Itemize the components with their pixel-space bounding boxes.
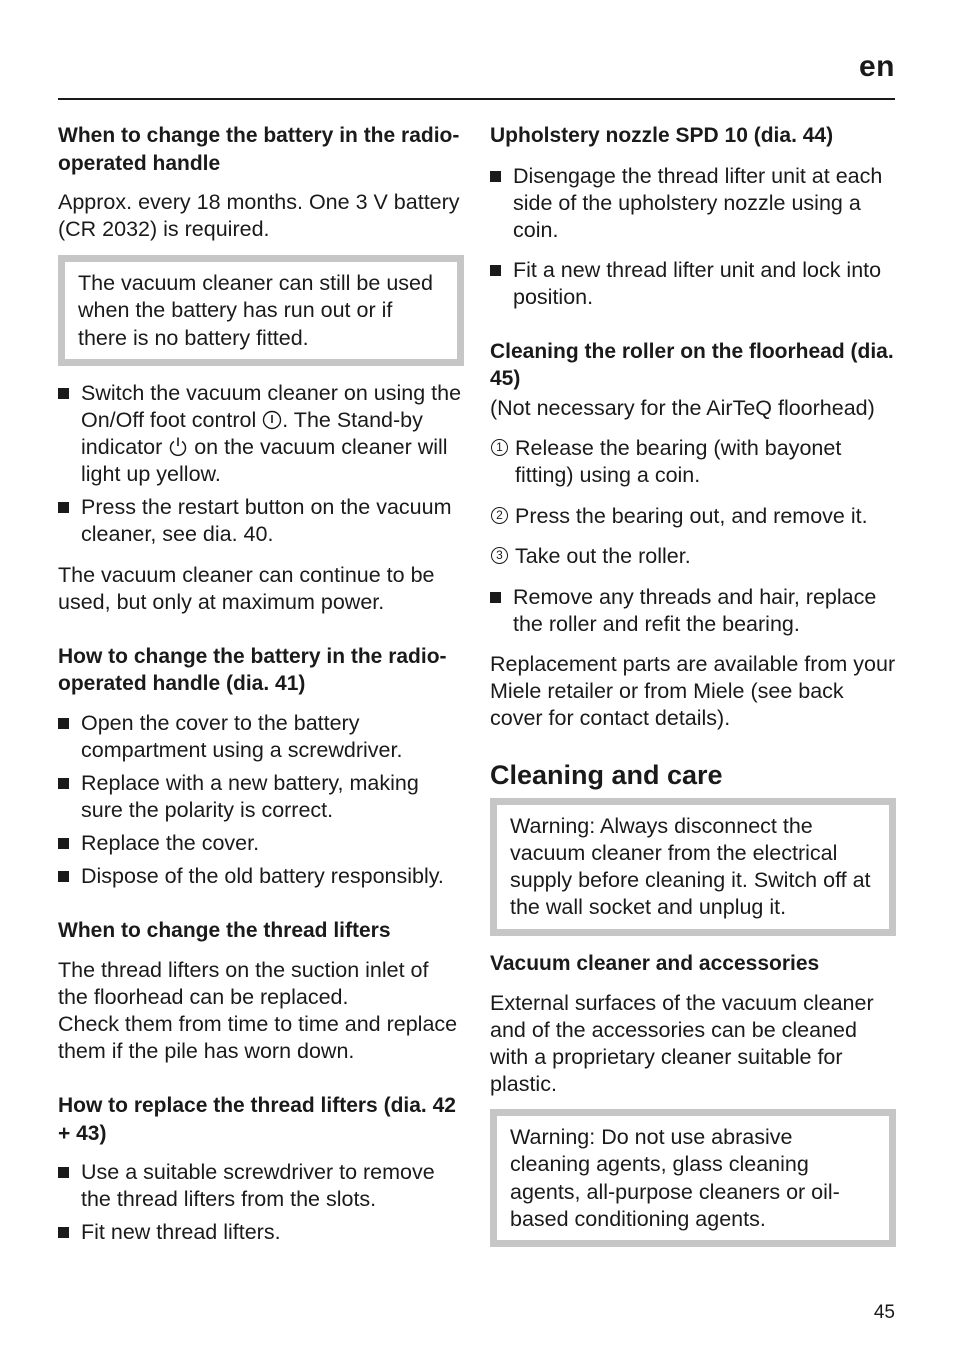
list-item (58, 494, 464, 548)
list-item (58, 1159, 464, 1213)
left-column (58, 122, 464, 1246)
header-rule (58, 98, 895, 100)
bullet-square-icon (58, 778, 69, 789)
bullet-square-icon (58, 718, 69, 729)
right-column (490, 122, 896, 1247)
list-item (58, 1219, 464, 1246)
heading-battery-how: How to change the battery in the radio-operated handle (dia. 41) (58, 644, 447, 696)
bullet-text: Dispose of the old battery responsibly. (81, 863, 444, 888)
warning-abrasive-text: Warning: Do not use abrasive cleaning agents, glass cleaning agents, all-purpose cleaners or oil-based conditioning agents. (510, 1125, 840, 1232)
step-number-circle: 2 (491, 507, 508, 524)
step-item (490, 543, 896, 570)
heading-roller-cleaning: Cleaning the roller on the floorhead (dia. 45) (490, 339, 894, 390)
bullet-square-icon (58, 1167, 69, 1178)
bullet-text: Remove any threads and hair, replace the roller and refit the bearing. (513, 584, 877, 636)
step-text: Take out the roller. (515, 543, 691, 568)
thread-lifter-bullets (58, 1159, 464, 1246)
step-number-circle: 3 (491, 547, 508, 564)
list-item (58, 710, 464, 764)
step-text: Press the bearing out, and remove it. (515, 503, 868, 528)
para-external-surfaces: External surfaces of the vacuum cleaner and of the accessories can be cleaned with a proprietary cleaner suitable for plastic. (490, 991, 874, 1097)
list-item (490, 584, 896, 638)
bullet-square-icon (58, 871, 69, 882)
bullet-text: Fit new thread lifters. (81, 1220, 281, 1245)
para-replacement-parts: Replacement parts are available from your Miele retailer or from Miele (see back cover for contact details). (490, 651, 896, 730)
list-item (58, 863, 464, 890)
warning-disconnect-box (490, 798, 896, 936)
para-thread-lifters-check: Check them from time to time and replace them if the pile has worn down. (58, 1012, 458, 1064)
step-item (490, 503, 896, 530)
warning-abrasive-box (490, 1109, 896, 1247)
on-off-icon (262, 410, 282, 430)
heading-thread-lifters-how: How to replace the thread lifters (dia. 42 + 43) (58, 1094, 456, 1145)
warning-disconnect-text: Warning: Always disconnect the vacuum cleaner from the electrical supply before cleaning it. Switch off at the wall socket and unplug it. (510, 813, 871, 920)
battery-change-bullets (58, 710, 464, 890)
bullet-text: . The Stand-by indicator (81, 407, 423, 459)
bullet-text: Disengage the thread lifter unit at each side of the upholstery nozzle using a coin. (513, 163, 883, 242)
bullet-square-icon (58, 1227, 69, 1238)
heading-battery-when: When to change the battery in the radio-operated handle (58, 124, 460, 175)
para-airteq-note: (Not necessary for the AirTeQ floorhead) (490, 395, 875, 420)
note-battery-text: The vacuum cleaner can still be used when the battery has run out or if there is no battery fitted. (78, 271, 433, 350)
step-text: Release the bearing (with bayonet fitting) using a coin. (515, 435, 842, 487)
page-number: 45 (873, 1302, 895, 1323)
heading-upholstery-nozzle: Upholstery nozzle SPD 10 (dia. 44) (490, 124, 834, 147)
standby-power-icon (168, 436, 188, 457)
bullet-text: Switch the vacuum cleaner on using the On/Off foot control (81, 380, 462, 432)
para-thread-lifters: The thread lifters on the suction inlet of the floorhead can be replaced. (58, 958, 429, 1010)
upholstery-bullets (490, 163, 896, 311)
list-item (490, 257, 896, 311)
list-item (58, 770, 464, 824)
heading-vacuum-accessories: Vacuum cleaner and accessories (490, 951, 820, 975)
bullet-square-icon (58, 838, 69, 849)
list-item (58, 830, 464, 857)
bullet-text: Use a suitable screwdriver to remove the thread lifters from the slots. (81, 1160, 435, 1212)
bullet-square-icon (490, 592, 501, 603)
bullet-text: on the vacuum cleaner will light up yellow. (81, 434, 448, 486)
bullet-text: Press the restart button on the vacuum cleaner, see dia. 40. (81, 494, 452, 546)
section-title-cleaning-care: Cleaning and care (490, 759, 723, 790)
bullet-text: Open the cover to the battery compartment using a screwdriver. (81, 710, 403, 762)
para-max-power: The vacuum cleaner can continue to be used, but only at maximum power. (58, 562, 435, 614)
bullet-square-icon (490, 265, 501, 276)
bullet-square-icon (58, 388, 69, 399)
list-item (490, 163, 896, 244)
note-battery-box (58, 255, 464, 366)
list-item (58, 380, 464, 488)
bullet-text: Fit a new thread lifter unit and lock into position. (513, 257, 882, 309)
roller-bullets (490, 584, 896, 638)
bullet-square-icon (490, 171, 501, 182)
language-code: en (858, 50, 895, 83)
bullet-square-icon (58, 502, 69, 513)
bullet-text: Replace the cover. (81, 830, 260, 855)
battery-bullets (58, 380, 464, 548)
bullet-text: Replace with a new battery, making sure the polarity is correct. (81, 770, 419, 822)
para-battery-interval: Approx. every 18 months. One 3 V battery (CR 2032) is required. (58, 190, 460, 241)
step-item (490, 435, 896, 489)
heading-thread-lifters-when: When to change the thread lifters (58, 918, 391, 942)
step-number-circle: 1 (491, 439, 508, 456)
